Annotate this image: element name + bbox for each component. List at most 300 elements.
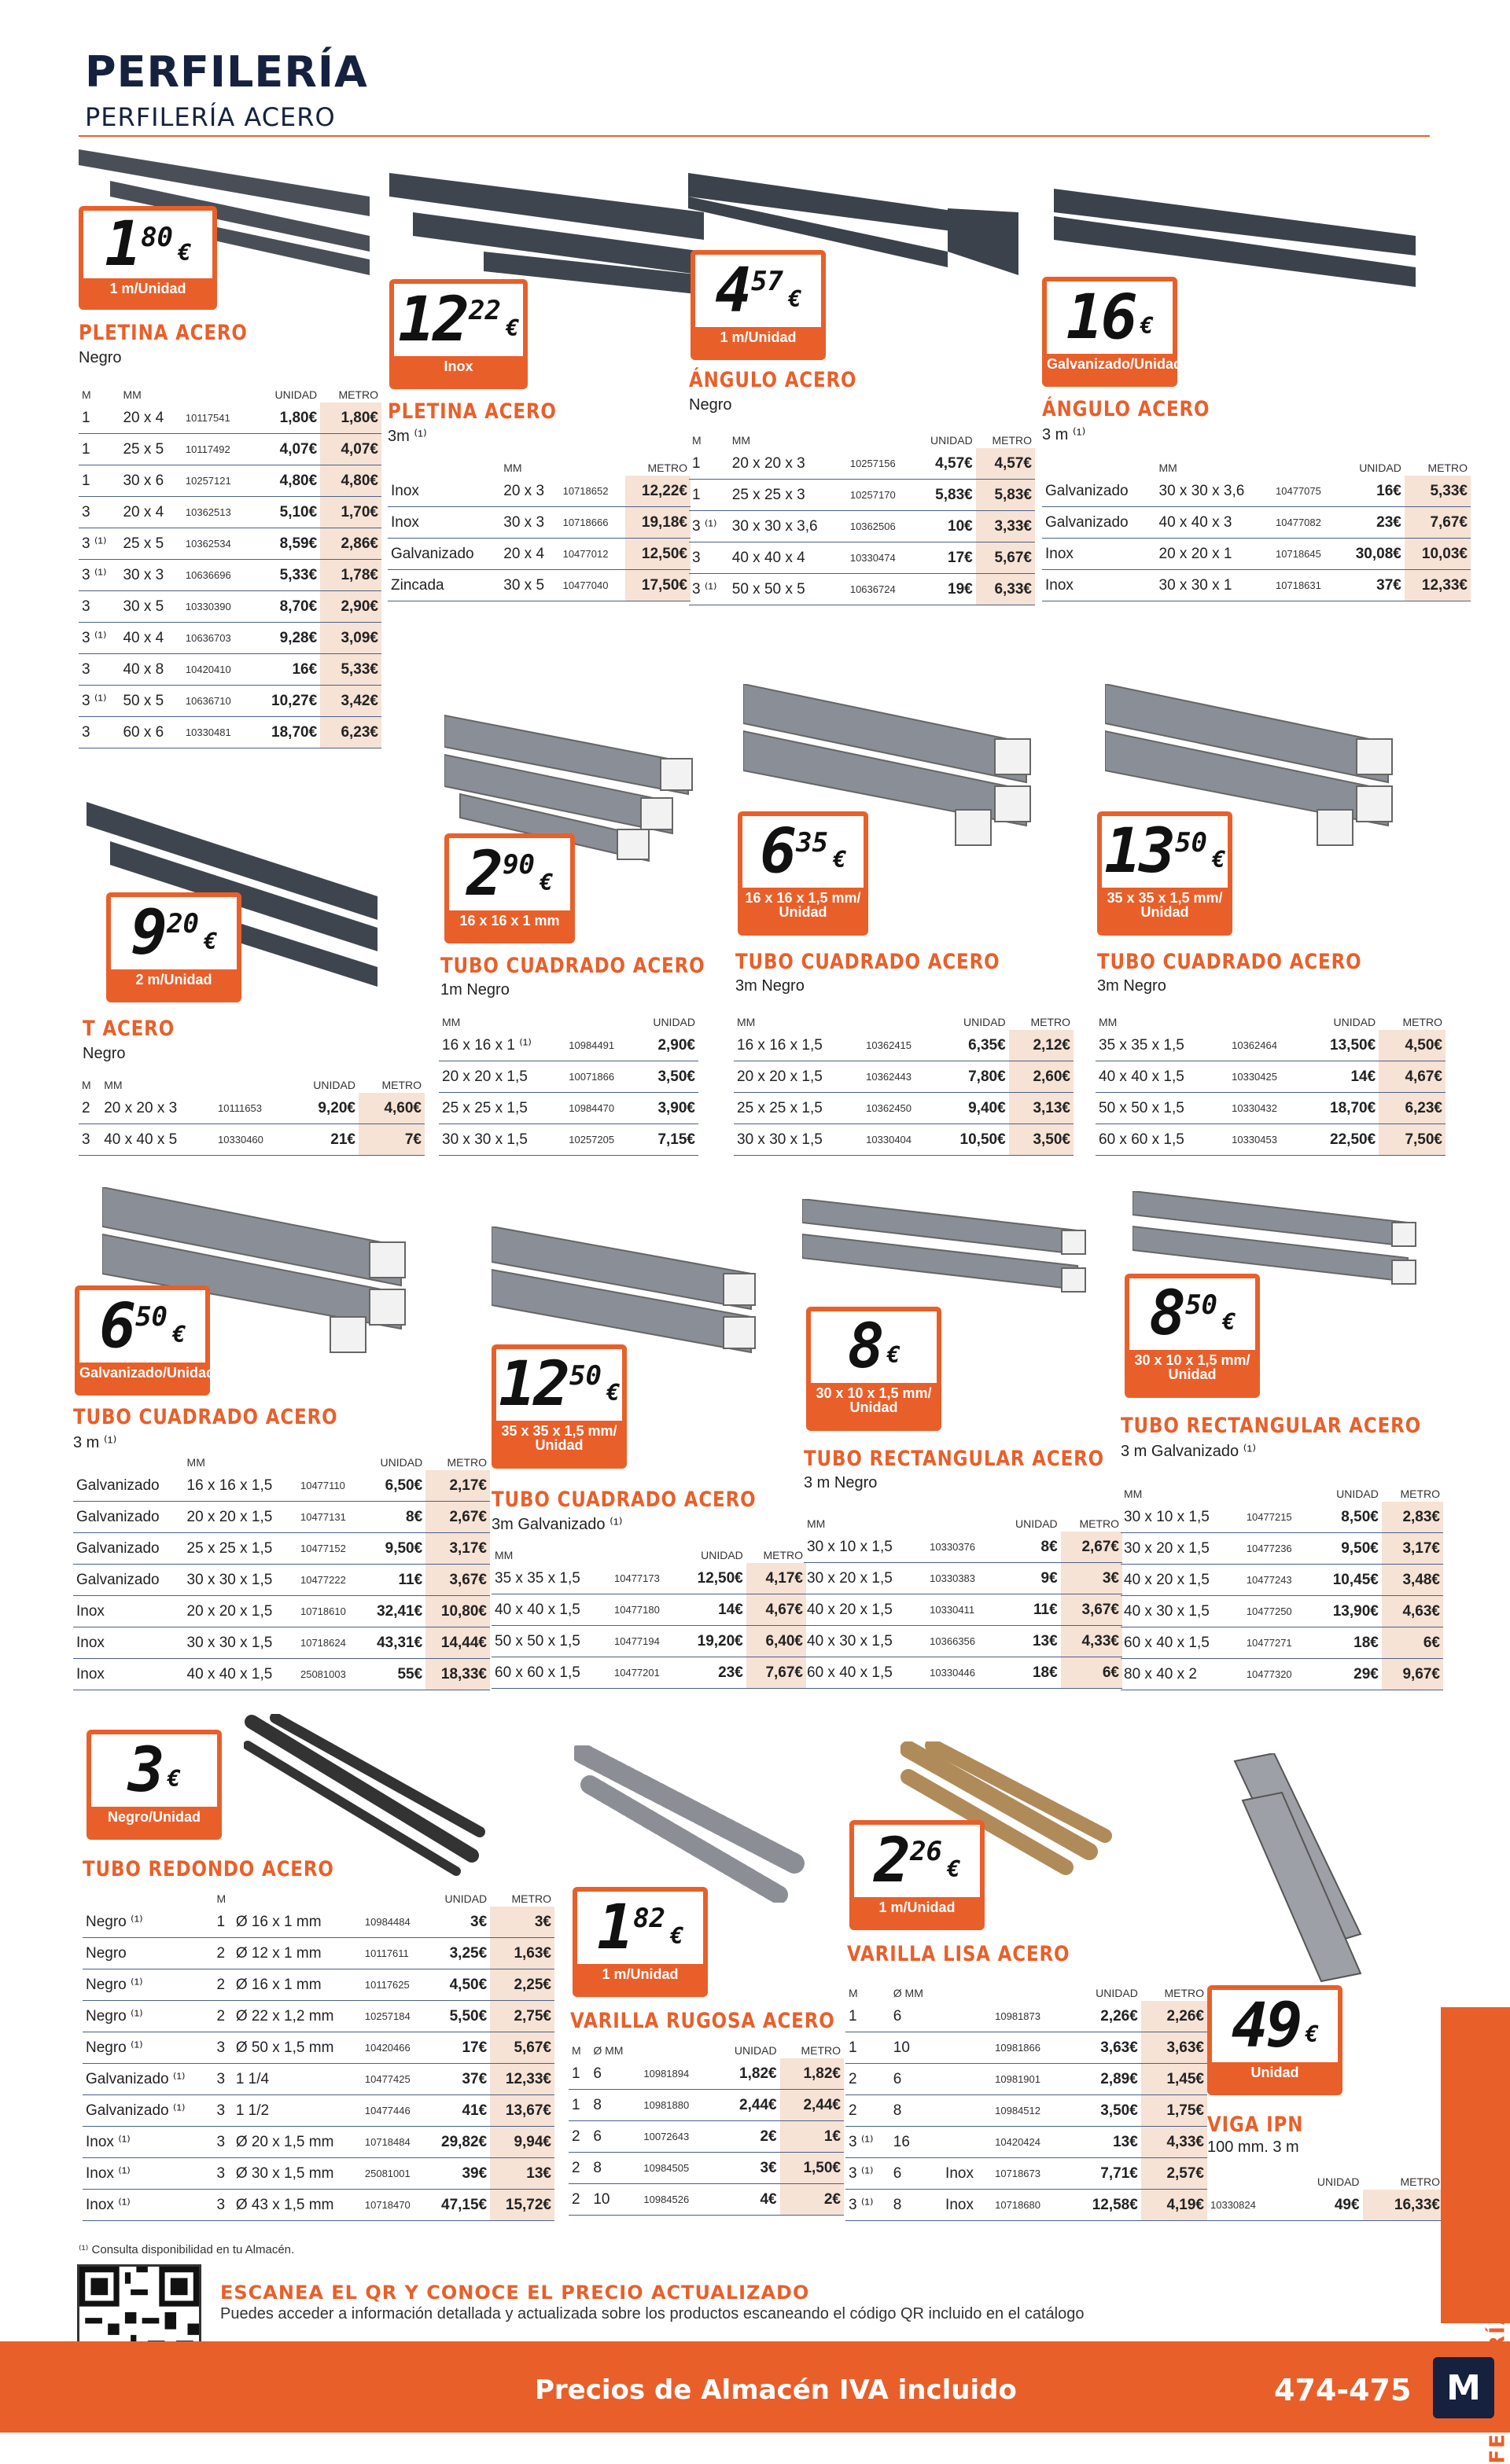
price-table-p16 bbox=[1207, 2174, 1443, 2221]
table-row bbox=[1042, 539, 1471, 570]
ref-cell: 10477040 bbox=[560, 570, 625, 601]
price-unit-cell: 7,80€ bbox=[936, 1061, 1009, 1093]
price-unit-cell: 9€ bbox=[996, 1563, 1060, 1594]
spec-cell: 3 ⁽¹⁾ bbox=[79, 623, 120, 654]
table-row bbox=[1042, 570, 1471, 601]
spec-cell: Negro ⁽¹⁾ bbox=[83, 1969, 213, 2001]
table-header-row bbox=[734, 1014, 1074, 1030]
price-table-p13 bbox=[83, 1891, 554, 2221]
product-subtitle: Negro bbox=[79, 349, 122, 366]
product-title: TUBO RECTANGULAR ACERO bbox=[804, 1447, 1105, 1471]
table-row bbox=[492, 1626, 806, 1657]
column-header bbox=[560, 460, 625, 476]
price-metro-cell: 1,82€ bbox=[780, 2058, 844, 2090]
spec-cell: 40 x 8 bbox=[120, 654, 182, 686]
price-metro-cell: 3,09€ bbox=[320, 623, 381, 654]
table-header-row bbox=[569, 2043, 844, 2058]
spec-cell: 6 bbox=[890, 2001, 942, 2032]
table-row bbox=[439, 1061, 698, 1093]
spec-cell: 50 x 50 x 1,5 bbox=[492, 1626, 611, 1657]
footer-bar bbox=[0, 2341, 1510, 2433]
ref-cell: 10477194 bbox=[611, 1626, 679, 1657]
price-unit-cell: 8,70€ bbox=[251, 591, 320, 623]
price-tag-angulo: 4 57 € 1 m/Unidad bbox=[691, 250, 826, 360]
spec-cell: 2 bbox=[79, 1093, 101, 1124]
spec-cell: 3 bbox=[213, 2064, 232, 2095]
ref-cell: 10477152 bbox=[297, 1533, 361, 1565]
spec-cell: 3 bbox=[213, 2032, 232, 2064]
price-unit-cell: 2,44€ bbox=[713, 2090, 780, 2121]
spec-cell: 2 bbox=[569, 2184, 590, 2216]
product-subtitle: 3 m Negro bbox=[804, 1474, 878, 1491]
spec-cell: 10 bbox=[590, 2184, 640, 2216]
brand-logo: M bbox=[1433, 2357, 1494, 2418]
ref-cell: 10420466 bbox=[362, 2032, 425, 2064]
price-metro-cell: 2,75€ bbox=[490, 2001, 554, 2032]
column-header bbox=[215, 1077, 289, 1093]
table-row bbox=[492, 1594, 806, 1626]
price-metro-cell: 7€ bbox=[359, 1124, 425, 1156]
footnote: ⁽¹⁾ Consulta disponibilidad en tu Almacén. bbox=[79, 2243, 295, 2256]
column-header: METRO bbox=[338, 388, 378, 401]
price-tag-tubo-1m: 2 90 € 16 x 16 x 1 mm bbox=[444, 833, 575, 943]
price-unit-cell: 13,90€ bbox=[1313, 1596, 1382, 1627]
spec-cell bbox=[942, 2064, 992, 2095]
spec-cell: 1 bbox=[569, 2090, 590, 2121]
ref-cell: 10477243 bbox=[1243, 1565, 1313, 1596]
spec-cell: 60 x 40 x 1,5 bbox=[1121, 1627, 1243, 1659]
price-unit-cell: 5,10€ bbox=[251, 497, 320, 528]
table-row bbox=[79, 654, 381, 686]
scan-title: ESCANEA EL QR Y CONOCE EL PRECIO ACTUALIZADO bbox=[220, 2282, 810, 2304]
ref-cell: 10981880 bbox=[640, 2090, 713, 2121]
column-header: UNIDAD bbox=[1359, 462, 1401, 474]
table-row bbox=[1121, 1502, 1443, 1533]
ref-cell: 10718652 bbox=[560, 476, 625, 507]
table-row bbox=[734, 1061, 1074, 1093]
spec-cell: Inox bbox=[73, 1627, 184, 1659]
spec-cell: Ø 12 x 1 mm bbox=[233, 1938, 362, 1969]
ref-cell: 10718470 bbox=[362, 2190, 425, 2221]
price-unit-cell: 19€ bbox=[913, 574, 975, 605]
ref-cell: 10330453 bbox=[1228, 1124, 1303, 1156]
spec-cell: 30 x 30 x 1,5 bbox=[734, 1124, 863, 1156]
table-header-row bbox=[492, 1547, 806, 1563]
ref-cell: 10718484 bbox=[362, 2127, 425, 2158]
spec-cell: Galvanizado bbox=[388, 539, 500, 570]
column-header: MM bbox=[503, 462, 522, 474]
price-metro-cell: 6€ bbox=[1061, 1657, 1122, 1689]
column-header: M bbox=[82, 1079, 91, 1091]
spec-cell: 8 bbox=[590, 2090, 640, 2121]
spec-cell: Ø 22 x 1,2 mm bbox=[233, 2001, 362, 2032]
spec-cell: Galvanizado bbox=[73, 1533, 184, 1565]
table-row bbox=[734, 1124, 1074, 1156]
price-unit-cell: 1,80€ bbox=[251, 403, 320, 434]
price-unit-cell: 3€ bbox=[425, 1907, 490, 1938]
table-row bbox=[845, 2001, 1207, 2032]
header-rule bbox=[79, 135, 1430, 137]
column-header: METRO bbox=[1427, 462, 1468, 474]
price-metro-cell: 10,80€ bbox=[425, 1596, 490, 1627]
table-row bbox=[569, 2090, 844, 2121]
ref-cell: 10477215 bbox=[1243, 1502, 1313, 1533]
price-unit-cell: 10,50€ bbox=[936, 1124, 1009, 1156]
column-header: METRO bbox=[1400, 2175, 1440, 2188]
price-table-p9 bbox=[73, 1454, 490, 1690]
ref-cell: 10477082 bbox=[1272, 507, 1339, 539]
ref-cell: 25081001 bbox=[362, 2158, 425, 2190]
price-unit-cell: 14€ bbox=[679, 1594, 746, 1626]
table-row bbox=[79, 686, 381, 717]
table-row bbox=[845, 2158, 1207, 2190]
ref-cell: 10477110 bbox=[297, 1470, 361, 1502]
spec-cell: 1 bbox=[213, 1907, 232, 1938]
spec-cell: Inox ⁽¹⁾ bbox=[83, 2190, 213, 2221]
column-header: UNIDAD bbox=[1096, 1987, 1138, 1999]
spec-cell: Negro bbox=[83, 1938, 213, 1969]
spec-cell: Negro ⁽¹⁾ bbox=[83, 2001, 213, 2032]
spec-cell: 40 x 20 x 1,5 bbox=[1121, 1565, 1243, 1596]
column-header: METRO bbox=[1079, 1517, 1119, 1530]
price-unit-cell: 29,82€ bbox=[425, 2127, 490, 2158]
table-row bbox=[492, 1563, 806, 1594]
table-header-row bbox=[388, 460, 691, 476]
table-row bbox=[83, 1907, 554, 1938]
table-row bbox=[689, 448, 1035, 480]
ipn-beam-image bbox=[1227, 1753, 1368, 1989]
column-header: M bbox=[849, 1987, 858, 1999]
table-row bbox=[79, 434, 381, 465]
table-row bbox=[734, 1093, 1074, 1124]
spec-cell: 3 ⁽¹⁾ bbox=[845, 2158, 890, 2190]
price-unit-cell: 17€ bbox=[913, 542, 975, 574]
price-tag-pletina-inox: 12 22 € Inox bbox=[389, 279, 528, 389]
price-metro-cell: 1,75€ bbox=[1141, 2095, 1207, 2127]
ref-cell: 10362534 bbox=[182, 528, 251, 560]
spec-cell: Negro ⁽¹⁾ bbox=[83, 2032, 213, 2064]
spec-cell: 40 x 30 x 1,5 bbox=[804, 1626, 926, 1657]
price-metro-cell: 13€ bbox=[490, 2158, 554, 2190]
price-unit-cell: 3€ bbox=[713, 2153, 780, 2184]
spec-cell: 40 x 20 x 1,5 bbox=[804, 1594, 926, 1626]
table-row bbox=[1121, 1596, 1443, 1627]
price-tag-tubo-35: 13 50 € 35 x 35 x 1,5 mm/ Unidad bbox=[1097, 811, 1232, 936]
spec-cell bbox=[942, 2095, 992, 2127]
price-metro-cell: 9,67€ bbox=[1382, 1659, 1443, 1690]
ref-cell: 10117492 bbox=[182, 434, 251, 465]
table-row bbox=[1121, 1565, 1443, 1596]
price-metro-cell: 4,80€ bbox=[320, 465, 381, 497]
spec-cell: 20 x 20 x 1,5 bbox=[184, 1502, 297, 1533]
ref-cell: 10362450 bbox=[863, 1093, 936, 1124]
spec-cell: Galvanizado ⁽¹⁾ bbox=[83, 2064, 213, 2095]
spec-cell: Inox bbox=[73, 1596, 184, 1627]
table-row bbox=[73, 1596, 490, 1627]
price-metro-cell: 4,19€ bbox=[1141, 2190, 1207, 2221]
table-row bbox=[1121, 1659, 1443, 1690]
table-row bbox=[804, 1626, 1122, 1657]
table-row bbox=[79, 717, 381, 748]
price-metro-cell: 10,03€ bbox=[1405, 539, 1471, 570]
price-unit-cell: 12,58€ bbox=[1066, 2190, 1141, 2221]
table-row bbox=[569, 2058, 844, 2090]
spec-cell: 1 bbox=[689, 480, 729, 511]
table-header-row bbox=[83, 1891, 554, 1907]
price-metro-cell: 1,50€ bbox=[780, 2153, 844, 2184]
product-title: VIGA IPN bbox=[1207, 2113, 1304, 2137]
table-row bbox=[439, 1093, 698, 1124]
table-row bbox=[1096, 1093, 1446, 1124]
product-subtitle: Negro bbox=[689, 396, 732, 414]
table-row bbox=[388, 570, 691, 601]
price-table-p10 bbox=[492, 1547, 806, 1689]
price-metro-cell: 18,33€ bbox=[425, 1659, 490, 1690]
price-metro-cell: 3,50€ bbox=[1009, 1124, 1074, 1156]
spec-cell: 25 x 25 x 1,5 bbox=[184, 1533, 297, 1565]
spec-cell: Inox bbox=[1042, 539, 1156, 570]
price-metro-cell: 2,67€ bbox=[425, 1502, 490, 1533]
column-header: METRO bbox=[381, 1079, 422, 1091]
price-unit-cell: 18,70€ bbox=[1303, 1093, 1379, 1124]
spec-cell: 16 x 16 x 1,5 bbox=[184, 1470, 297, 1502]
price-table-p12 bbox=[1121, 1486, 1443, 1690]
spec-cell: 16 x 16 x 1,5 bbox=[734, 1030, 863, 1061]
price-table-p5 bbox=[79, 1077, 425, 1156]
price-metro-cell: 9,94€ bbox=[490, 2127, 554, 2158]
ref-cell: 10330411 bbox=[926, 1594, 996, 1626]
ref-cell: 10636724 bbox=[847, 574, 914, 605]
ref-cell: 10718624 bbox=[297, 1627, 361, 1659]
spec-cell: 30 x 30 x 3,6 bbox=[729, 511, 847, 542]
ref-cell: 10257170 bbox=[847, 480, 914, 511]
spec-cell: 2 bbox=[213, 1969, 232, 2001]
table-row bbox=[79, 403, 381, 434]
price-metro-cell: 17,50€ bbox=[625, 570, 691, 601]
price-metro-cell: 3€ bbox=[1061, 1563, 1122, 1594]
column-header: METRO bbox=[1164, 1987, 1204, 1999]
price-unit-cell: 23€ bbox=[679, 1657, 746, 1689]
price-unit-cell: 16€ bbox=[1339, 476, 1405, 507]
price-metro-cell: 3,33€ bbox=[976, 511, 1035, 542]
ref-cell: 10636696 bbox=[182, 560, 251, 591]
spec-cell bbox=[942, 2001, 992, 2032]
column-header: MM bbox=[807, 1517, 826, 1530]
ref-cell: 10477180 bbox=[611, 1594, 679, 1626]
price-metro-cell: 4,57€ bbox=[976, 448, 1035, 480]
price-metro-cell: 5,83€ bbox=[976, 480, 1035, 511]
spec-cell: Galvanizado bbox=[73, 1565, 184, 1596]
ref-cell: 10984505 bbox=[640, 2153, 713, 2184]
column-header bbox=[847, 432, 914, 448]
column-header: METRO bbox=[992, 434, 1032, 447]
product-subtitle: 3m Galvanizado ⁽¹⁾ bbox=[492, 1516, 623, 1533]
price-metro-cell: 2,25€ bbox=[490, 1969, 554, 2001]
ref-cell: 10477250 bbox=[1243, 1596, 1313, 1627]
price-metro-cell: 5,33€ bbox=[320, 654, 381, 686]
spec-cell: 50 x 5 bbox=[120, 686, 182, 717]
table-row bbox=[1042, 507, 1471, 539]
spec-cell: 3 bbox=[689, 542, 729, 574]
spec-cell: 20 x 20 x 1,5 bbox=[734, 1061, 863, 1093]
column-header: MM bbox=[104, 1079, 123, 1091]
column-header: UNIDAD bbox=[1333, 1016, 1376, 1028]
column-header bbox=[388, 460, 500, 476]
price-unit-cell: 55€ bbox=[361, 1659, 425, 1690]
ref-cell: 10330383 bbox=[926, 1563, 996, 1594]
spec-cell: 20 x 20 x 1 bbox=[1156, 539, 1273, 570]
price-unit-cell: 12,50€ bbox=[679, 1563, 746, 1594]
column-header bbox=[926, 1516, 996, 1532]
ref-cell: 10362443 bbox=[863, 1061, 936, 1093]
spec-cell: 20 x 20 x 3 bbox=[101, 1093, 215, 1124]
price-tag-rugosa: 1 82 € 1 m/Unidad bbox=[573, 1887, 708, 1997]
spec-cell: 30 x 10 x 1,5 bbox=[804, 1532, 926, 1563]
spec-cell: 30 x 30 x 3,6 bbox=[1156, 476, 1273, 507]
price-unit-cell: 39€ bbox=[425, 2158, 490, 2190]
price-unit-cell: 9,50€ bbox=[361, 1533, 425, 1565]
product-title: VARILLA RUGOSA ACERO bbox=[570, 2009, 835, 2033]
ref-cell: 10117625 bbox=[362, 1969, 425, 2001]
ref-cell: 10330474 bbox=[847, 542, 914, 574]
product-title: PLETINA ACERO bbox=[388, 399, 557, 424]
price-unit-cell: 10,27€ bbox=[251, 686, 320, 717]
price-unit-cell: 11€ bbox=[996, 1594, 1060, 1626]
ref-cell: 10111653 bbox=[215, 1093, 289, 1124]
spec-cell: 25 x 25 x 3 bbox=[729, 480, 847, 511]
spec-cell: 3 bbox=[79, 497, 120, 528]
spec-cell: 60 x 6 bbox=[120, 717, 182, 748]
price-tag-ipn: 49 € Unidad bbox=[1207, 1985, 1342, 2095]
table-row bbox=[1121, 1627, 1443, 1659]
price-metro-cell: 6€ bbox=[1382, 1627, 1443, 1659]
spec-cell: Inox bbox=[1042, 570, 1156, 601]
spec-cell: Ø 16 x 1 mm bbox=[233, 1907, 362, 1938]
column-header bbox=[942, 1985, 992, 2001]
table-row bbox=[845, 2095, 1207, 2127]
ref-cell: 10330824 bbox=[1207, 2190, 1287, 2221]
spec-cell: 8 bbox=[590, 2153, 640, 2184]
section-side-tab bbox=[1441, 2007, 1510, 2323]
price-metro-cell: 6,23€ bbox=[1379, 1093, 1446, 1124]
ref-cell: 10984491 bbox=[565, 1030, 634, 1061]
price-unit-cell: 37€ bbox=[425, 2064, 490, 2095]
price-table-p11 bbox=[804, 1516, 1122, 1689]
spec-cell: Inox bbox=[942, 2190, 992, 2221]
table-row bbox=[79, 623, 381, 654]
product-title: TUBO CUADRADO ACERO bbox=[440, 954, 705, 978]
ref-cell: 10477131 bbox=[297, 1502, 361, 1533]
table-row bbox=[689, 574, 1035, 605]
column-header: M bbox=[82, 388, 91, 401]
price-metro-cell: 12,33€ bbox=[490, 2064, 554, 2095]
spec-cell: 3 bbox=[213, 2190, 232, 2221]
price-metro-cell: 13,67€ bbox=[490, 2095, 554, 2127]
column-header bbox=[1207, 2174, 1287, 2190]
column-header: UNIDAD bbox=[930, 434, 973, 447]
product-subtitle: 3 m ⁽¹⁾ bbox=[1042, 426, 1086, 443]
ref-cell: 10330446 bbox=[926, 1657, 996, 1689]
ref-cell: 10330404 bbox=[863, 1124, 936, 1156]
column-header: MM bbox=[1158, 462, 1177, 474]
price-metro-cell: 2,57€ bbox=[1141, 2158, 1207, 2190]
spec-cell: 20 x 3 bbox=[500, 476, 559, 507]
column-header: METRO bbox=[1400, 1488, 1440, 1500]
spec-cell: 16 x 16 x 1 ⁽¹⁾ bbox=[439, 1030, 565, 1061]
price-tag-lisa: 2 26 € 1 m/Unidad bbox=[849, 1820, 985, 1930]
column-header: UNIDAD bbox=[963, 1016, 1006, 1028]
rebar-image bbox=[574, 1745, 810, 1903]
ref-cell: 10330460 bbox=[215, 1124, 289, 1156]
price-metro-cell: 12,50€ bbox=[625, 539, 691, 570]
spec-cell: 40 x 40 x 1,5 bbox=[1096, 1061, 1228, 1093]
column-header: UNIDAD bbox=[701, 1549, 743, 1561]
table-row bbox=[1096, 1061, 1446, 1093]
ref-cell: 10420424 bbox=[992, 2127, 1066, 2158]
column-header bbox=[565, 1014, 634, 1030]
ref-cell: 10362506 bbox=[847, 511, 914, 542]
price-metro-cell: 1,45€ bbox=[1141, 2064, 1207, 2095]
ref-cell: 10477425 bbox=[362, 2064, 425, 2095]
spec-cell: Ø 20 x 1,5 mm bbox=[233, 2127, 362, 2158]
price-metro-cell: 1,63€ bbox=[490, 1938, 554, 1969]
column-header: MM bbox=[731, 434, 751, 447]
price-unit-cell: 2,26€ bbox=[1066, 2001, 1141, 2032]
table-row bbox=[73, 1533, 490, 1565]
column-header: M bbox=[572, 2044, 581, 2057]
table-header-row bbox=[1207, 2174, 1443, 2190]
spec-cell: 50 x 50 x 1,5 bbox=[1096, 1093, 1228, 1124]
product-title: TUBO CUADRADO ACERO bbox=[73, 1405, 338, 1429]
price-unit-cell: 13€ bbox=[996, 1626, 1060, 1657]
table-row bbox=[73, 1502, 490, 1533]
product-title: PLETINA ACERO bbox=[79, 321, 248, 345]
spec-cell bbox=[942, 2032, 992, 2064]
price-tag-tubo-3m: 6 35 € 16 x 16 x 1,5 mm/ Unidad bbox=[738, 811, 868, 936]
price-unit-cell: 13€ bbox=[1066, 2127, 1141, 2158]
column-header: UNIDAD bbox=[653, 1016, 695, 1028]
table-header-row bbox=[79, 387, 381, 403]
table-row bbox=[804, 1594, 1122, 1626]
price-metro-cell: 4,07€ bbox=[320, 434, 381, 465]
price-unit-cell: 3,90€ bbox=[634, 1093, 698, 1124]
price-metro-cell: 1,78€ bbox=[320, 560, 381, 591]
spec-cell: 3 ⁽¹⁾ bbox=[79, 528, 120, 560]
spec-cell: 3 bbox=[213, 2127, 232, 2158]
table-row bbox=[845, 2032, 1207, 2064]
product-subtitle: 3m Negro bbox=[1097, 977, 1166, 995]
spec-cell: 25 x 25 x 1,5 bbox=[734, 1093, 863, 1124]
ref-cell: 10718610 bbox=[297, 1596, 361, 1627]
ref-cell: 10420410 bbox=[182, 654, 251, 686]
ref-cell: 10984470 bbox=[565, 1093, 634, 1124]
spec-cell: Inox bbox=[388, 507, 500, 539]
price-unit-cell: 3,50€ bbox=[1066, 2095, 1141, 2127]
spec-cell: 30 x 30 x 1,5 bbox=[184, 1627, 297, 1659]
column-header: UNIDAD bbox=[274, 388, 318, 401]
column-header: MM bbox=[186, 1456, 205, 1469]
round-tube-image bbox=[244, 1714, 488, 1879]
spec-cell: 80 x 40 x 2 bbox=[1121, 1659, 1243, 1690]
price-metro-cell: 4,50€ bbox=[1379, 1030, 1446, 1061]
product-title: TUBO RECTANGULAR ACERO bbox=[1121, 1414, 1422, 1438]
price-unit-cell: 3,63€ bbox=[1066, 2032, 1141, 2064]
table-row bbox=[845, 2064, 1207, 2095]
ref-cell: 10477222 bbox=[297, 1565, 361, 1596]
table-row bbox=[689, 480, 1035, 511]
ref-cell: 10477446 bbox=[362, 2095, 425, 2127]
price-unit-cell: 18€ bbox=[996, 1657, 1060, 1689]
